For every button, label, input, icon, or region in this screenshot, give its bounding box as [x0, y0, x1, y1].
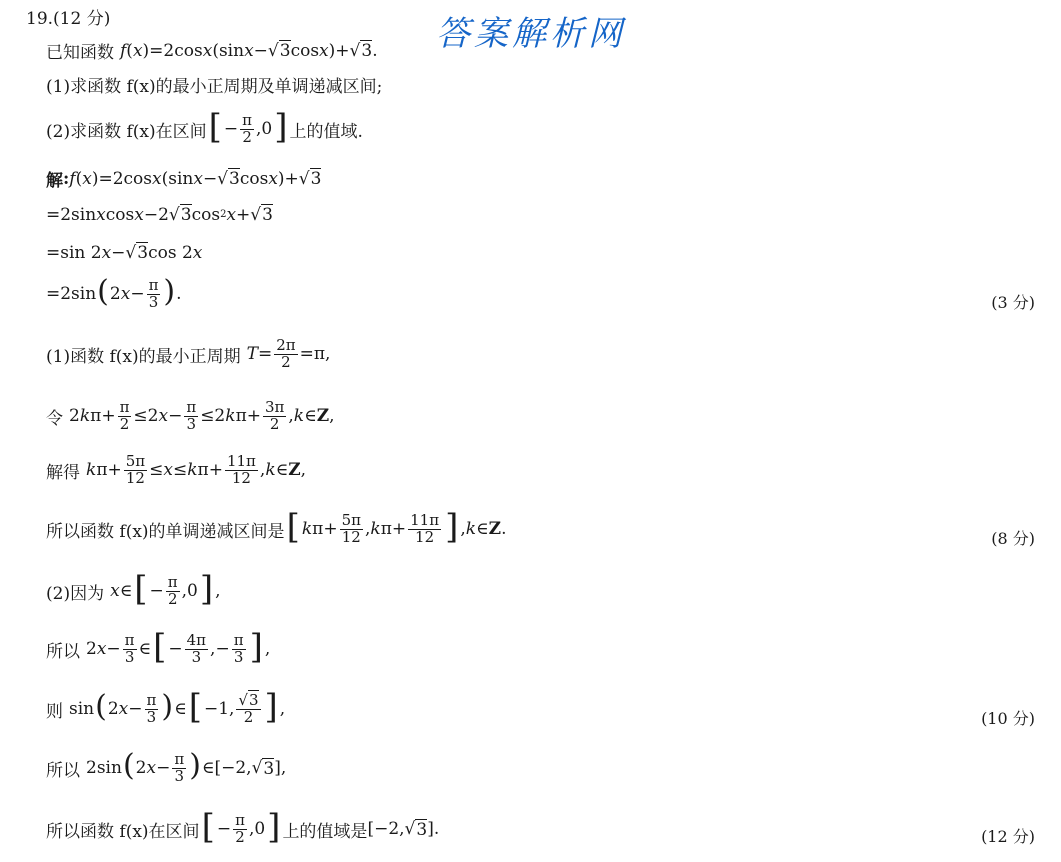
solution-line-4: =2sin ( 2 x − $\frac{\pi}{3}$ ) .	[46, 274, 182, 311]
score-8: (8 分)	[991, 529, 1035, 548]
let-inequality: 令 2 k π+ $\frac{\pi}{2}$ ≤2 x − $\frac{\pi}{3}$ ≤2 k π+ $\frac{3\pi}{2}$ , k ∈ Z ,	[46, 398, 335, 433]
part2-so-2: 所以 2sin ( 2 x − $\frac{\pi}{3}$ ) ∈[−2,√ 3 ],	[46, 748, 287, 785]
problem-number: 19.(12 分)	[26, 9, 111, 29]
solve-inequality: 解得 k π+ $\frac{5\pi}{12}$ ≤ x ≤ k π+ $\frac{11\pi}{12}$ , k ∈ Z ,	[46, 452, 307, 487]
problem-statement: 已知函数 f ( x )=2cos x (sin x −√ 3 cos x )+√ 3 .	[46, 40, 378, 63]
part2-so-1: 所以 2 x − $\frac{\pi}{3}$ ∈ [ − $\frac{4\pi}{3}$ ,− $\frac{\pi}{3}$ ] ,	[46, 627, 271, 667]
watermark: 答案解析网	[436, 14, 626, 54]
part2-then: 则 sin ( 2 x − $\frac{\pi}{3}$ ) ∈ [ −1, $\frac{√3}{2}$ ] ,	[46, 687, 286, 727]
final-range: 所以函数 f(x)在区间 [ − $\frac{\pi}{2}$ ,0 ] 上的值域是 [−2,√ 3 ].	[46, 807, 440, 847]
problem-part-2: (2)求函数 f(x)在区间 [ − $\frac{\pi}{2}$ ,0 ] 上的值域.	[46, 107, 363, 147]
solution-line-2: =2sin x cos x −2√ 3 cos 2 x +√ 3	[46, 204, 273, 225]
part2-because: (2)因为 x ∈ [ − $\frac{\pi}{2}$ ,0 ] ,	[46, 569, 221, 609]
solution-line-1: 解 : f ( x )=2cos x (sin x −√ 3 cos x )+√ 3	[46, 168, 322, 191]
problem-part-1: (1)求函数 f(x)的最小正周期及单调递减区间;	[46, 77, 383, 97]
score-3: (3 分)	[991, 293, 1035, 312]
period-line: (1)函数 f(x)的最小正周期 T = $\frac{2\pi}{2}$ =π,	[46, 336, 331, 371]
score-10: (10 分)	[981, 709, 1035, 728]
score-12: (12 分)	[981, 827, 1035, 846]
solution-line-3: =sin 2 x −√ 3 cos 2 x	[46, 242, 203, 263]
decreasing-interval: 所以函数 f(x)的单调递减区间是 [ k π+ $\frac{5\pi}{12}$ , k π+ $\frac{11\pi}{12}$ ] , k ∈ Z .	[46, 507, 507, 547]
